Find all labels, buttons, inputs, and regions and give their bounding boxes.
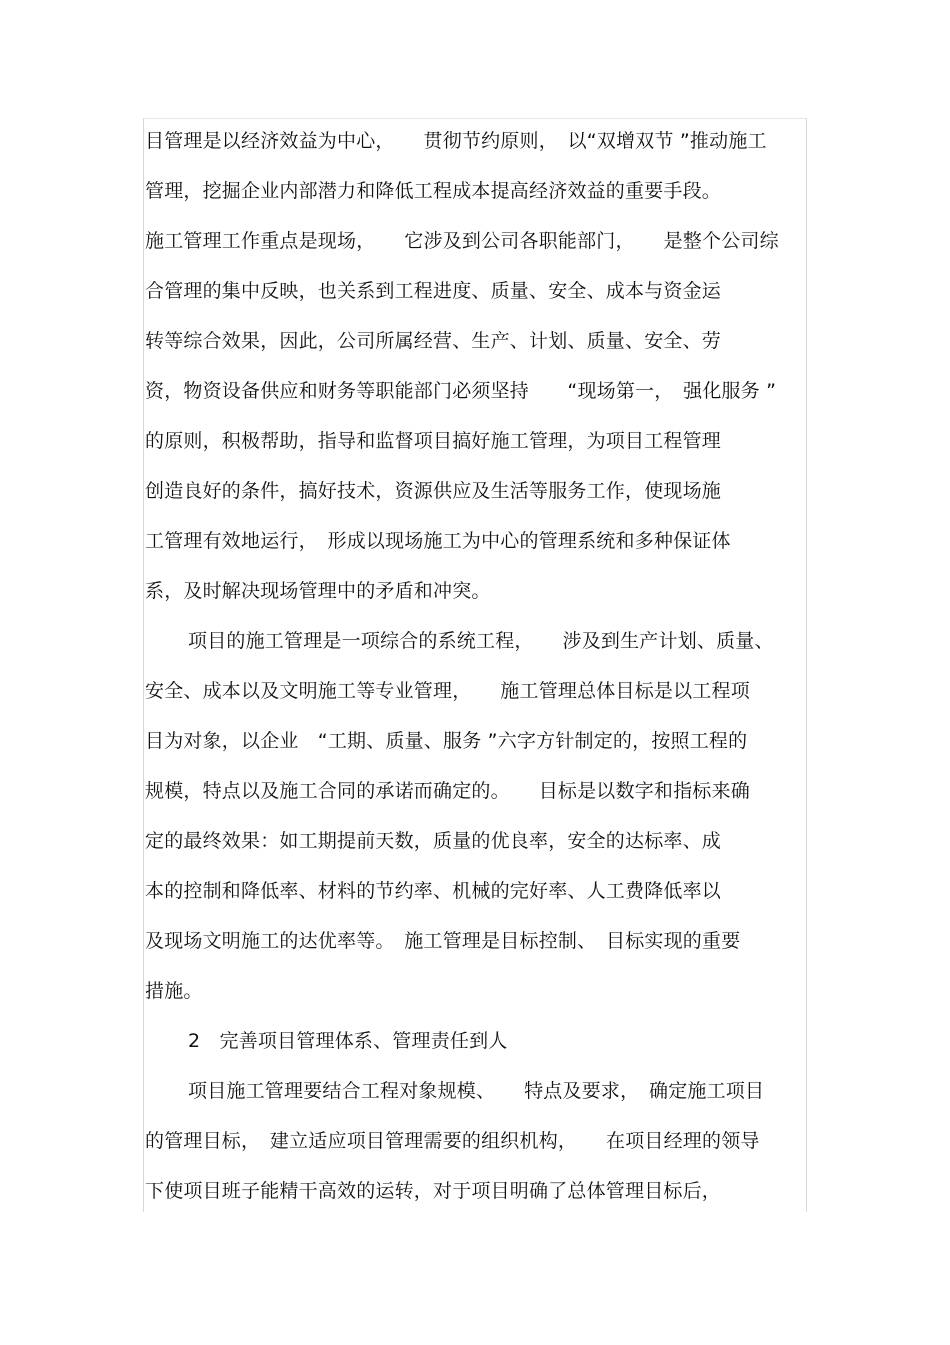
paragraph-line: 定的最终效果：如工期提前天数，质量的优良率，安全的达标率、成: [145, 830, 722, 852]
paragraph-line: 目为对象，以企业 “工期、质量、服务 ”六字方针制定的，按照工程的: [145, 730, 748, 752]
paragraph-line: 转等综合效果，因此，公司所属经营、生产、计划、质量、安全、劳: [145, 330, 722, 352]
paragraph-line: 管理，挖掘企业内部潜力和降低工程成本提高经济效益的重要手段。: [145, 180, 722, 202]
paragraph-line: 措施。: [145, 980, 203, 1002]
paragraph-line: 系，及时解决现场管理中的矛盾和冲突。: [145, 580, 491, 602]
paragraph-line: 项目施工管理要结合工程对象规模、 特点及要求， 确定施工项目: [188, 1080, 765, 1102]
paragraph-line: 本的控制和降低率、材料的节约率、机械的完好率、人工费降低率以: [145, 880, 722, 902]
paragraph-line: 规模，特点以及施工合同的承诺而确定的。 目标是以数字和指标来确: [145, 780, 750, 802]
paragraph-line: 安全、成本以及文明施工等专业管理， 施工管理总体目标是以工程项: [145, 680, 750, 702]
paragraph-line: 下使项目班子能精干高效的运转，对于项目明确了总体管理目标后，: [145, 1180, 722, 1202]
paragraph-line: 目管理是以经济效益为中心， 贯彻节约原则， 以“双增双节 ”推动施工: [145, 130, 767, 152]
paragraph-line: 工管理有效地运行， 形成以现场施工为中心的管理系统和多种保证体: [145, 530, 731, 552]
paragraph-line: 及现场文明施工的达优率等。 施工管理是目标控制、 目标实现的重要: [145, 930, 741, 952]
paragraph-line: 创造良好的条件，搞好技术，资源供应及生活等服务工作，使现场施: [145, 480, 722, 502]
paragraph-line: 的管理目标， 建立适应项目管理需要的组织机构， 在项目经理的领导: [145, 1130, 760, 1152]
section-heading: 2 完善项目管理体系、管理责任到人: [188, 1030, 508, 1052]
paragraph-line: 合管理的集中反映，也关系到工程进度、质量、安全、成本与资金运: [145, 280, 722, 302]
paragraph-line: 项目的施工管理是一项综合的系统工程， 涉及到生产计划、质量、: [188, 630, 774, 652]
paragraph-line: 资，物资设备供应和财务等职能部门必须坚持 “现场第一， 强化服务 ”: [145, 380, 777, 402]
paragraph-line: 施工管理工作重点是现场， 它涉及到公司各职能部门， 是整个公司综: [145, 230, 779, 252]
paragraph-line: 的原则，积极帮助，指导和监督项目搞好施工管理，为项目工程管理: [145, 430, 722, 452]
